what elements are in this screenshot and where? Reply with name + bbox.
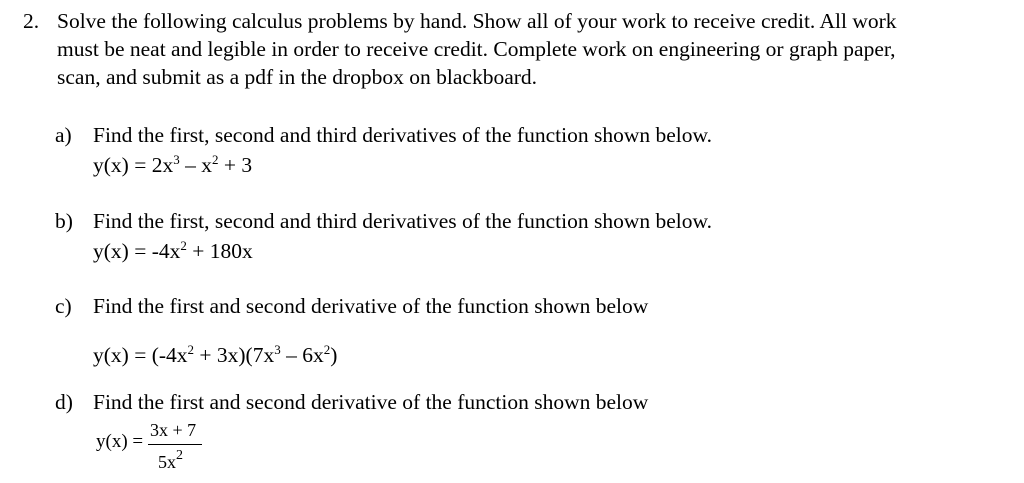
- equation-text: 5x: [158, 452, 176, 472]
- exponent: 2: [180, 238, 187, 253]
- equation-text: ): [330, 343, 338, 367]
- part-a-prompt: Find the first, second and third derivatives of the function shown below.: [93, 123, 712, 147]
- equation-text: y(x) = 2x: [93, 153, 174, 177]
- part-a-equation: [93, 151, 252, 179]
- equation-text: y(x) = (-4x: [93, 343, 188, 367]
- equation-text: – x: [179, 153, 212, 177]
- instruction-line: Solve the following calculus problems by hand. Show all of your work to receive credit. All work: [57, 9, 897, 33]
- exponent: 2: [323, 342, 331, 357]
- exponent: 3: [173, 152, 180, 167]
- part-d-prompt: Find the first and second derivative of the function shown below: [93, 390, 649, 414]
- part-b-equation: [93, 237, 253, 265]
- part-c-prompt: Find the first and second derivative of the function shown below: [93, 294, 649, 318]
- equation-lhs: y(x) =: [96, 431, 144, 452]
- part-b-prompt: Find the first, second and third derivatives of the function shown below.: [93, 209, 712, 233]
- equation-text: + 3x)(7x: [194, 343, 275, 367]
- exponent: 2: [211, 152, 219, 167]
- exponent: 2: [187, 342, 195, 357]
- fraction-numerator: 3x + 7: [150, 420, 197, 440]
- instruction-line: must be neat and legible in order to receive credit. Complete work on engineering or graph paper,: [57, 37, 896, 61]
- part-b-label: b): [55, 209, 73, 233]
- equation-text: – 6x: [280, 343, 324, 367]
- instruction-line: scan, and submit as a pdf in the dropbox on blackboard.: [57, 65, 538, 89]
- part-c-label: c): [55, 294, 72, 318]
- exponent: 3: [274, 342, 281, 357]
- question-instructions: [57, 7, 997, 91]
- fraction-bar: [148, 444, 202, 445]
- equation-text: + 180x: [186, 239, 253, 263]
- exponent: 2: [176, 448, 183, 463]
- part-d-label: d): [55, 390, 73, 414]
- part-c-equation: [93, 341, 337, 369]
- question-number: 2.: [23, 9, 40, 33]
- part-a-label: a): [55, 123, 72, 147]
- equation-text: + 3: [218, 153, 253, 177]
- equation-text: y(x) = -4x: [93, 239, 181, 263]
- fraction-denominator: [158, 448, 183, 473]
